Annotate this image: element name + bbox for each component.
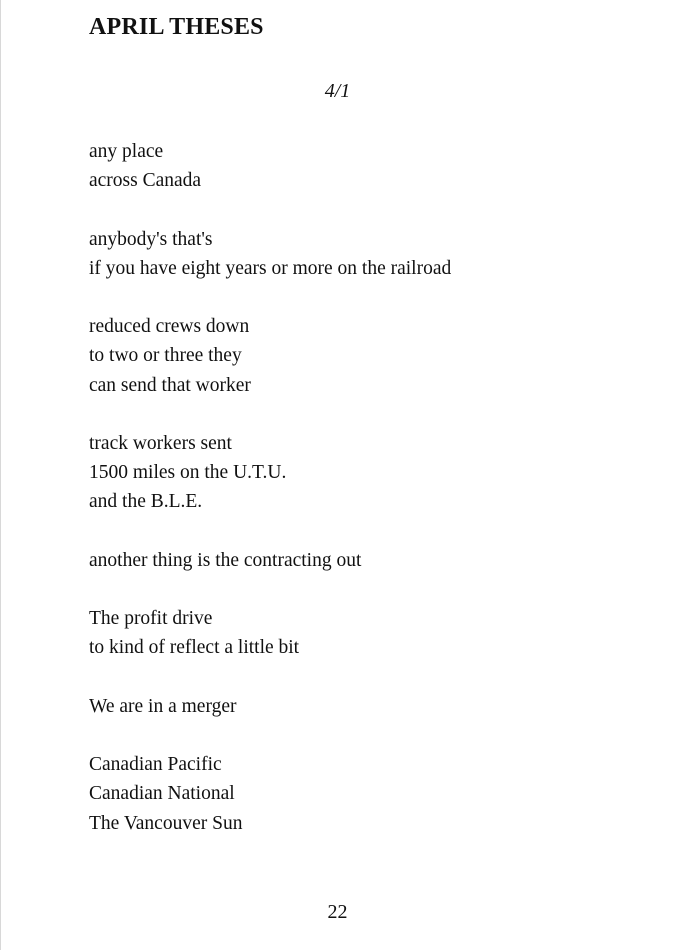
stanza-4	[89, 429, 451, 517]
stanza-7	[89, 692, 451, 721]
poem-line: reduced crews down	[89, 316, 250, 338]
poem-line: 1500 miles on the U.T.U.	[89, 462, 287, 484]
poem-date: 4/1	[324, 80, 351, 102]
poem-line: Canadian National	[89, 783, 235, 805]
poem-line: and the B.L.E.	[89, 491, 203, 513]
poem-line: if you have eight years or more on the railroad	[89, 257, 452, 279]
page-title: APRIL THESES	[89, 14, 264, 40]
poem-line: any place	[89, 141, 164, 162]
poem-line: to two or three they	[89, 345, 242, 367]
poem-line: The Vancouver Sun	[89, 812, 243, 834]
stanza-3	[89, 312, 451, 400]
poem-line: another thing is the contracting out	[89, 549, 362, 571]
stanza-1	[89, 137, 451, 195]
stanza-6	[89, 604, 451, 662]
stanza-2	[89, 225, 451, 283]
poem-line: track workers sent	[89, 432, 232, 454]
page-edge-divider	[0, 0, 1, 950]
stanza-8	[89, 750, 451, 838]
poem-line: We are in a merger	[89, 695, 237, 717]
poem-line: anybody's that's	[89, 228, 213, 250]
page-number: 22	[327, 901, 348, 923]
poem-line: Canadian Pacific	[89, 754, 222, 776]
poem-line: The profit drive	[89, 608, 213, 630]
stanza-5	[89, 546, 451, 575]
poem-line: can send that worker	[89, 374, 251, 396]
poem-line: to kind of reflect a little bit	[89, 637, 300, 659]
poem-line: across Canada	[89, 170, 202, 192]
poem-body	[89, 137, 451, 867]
